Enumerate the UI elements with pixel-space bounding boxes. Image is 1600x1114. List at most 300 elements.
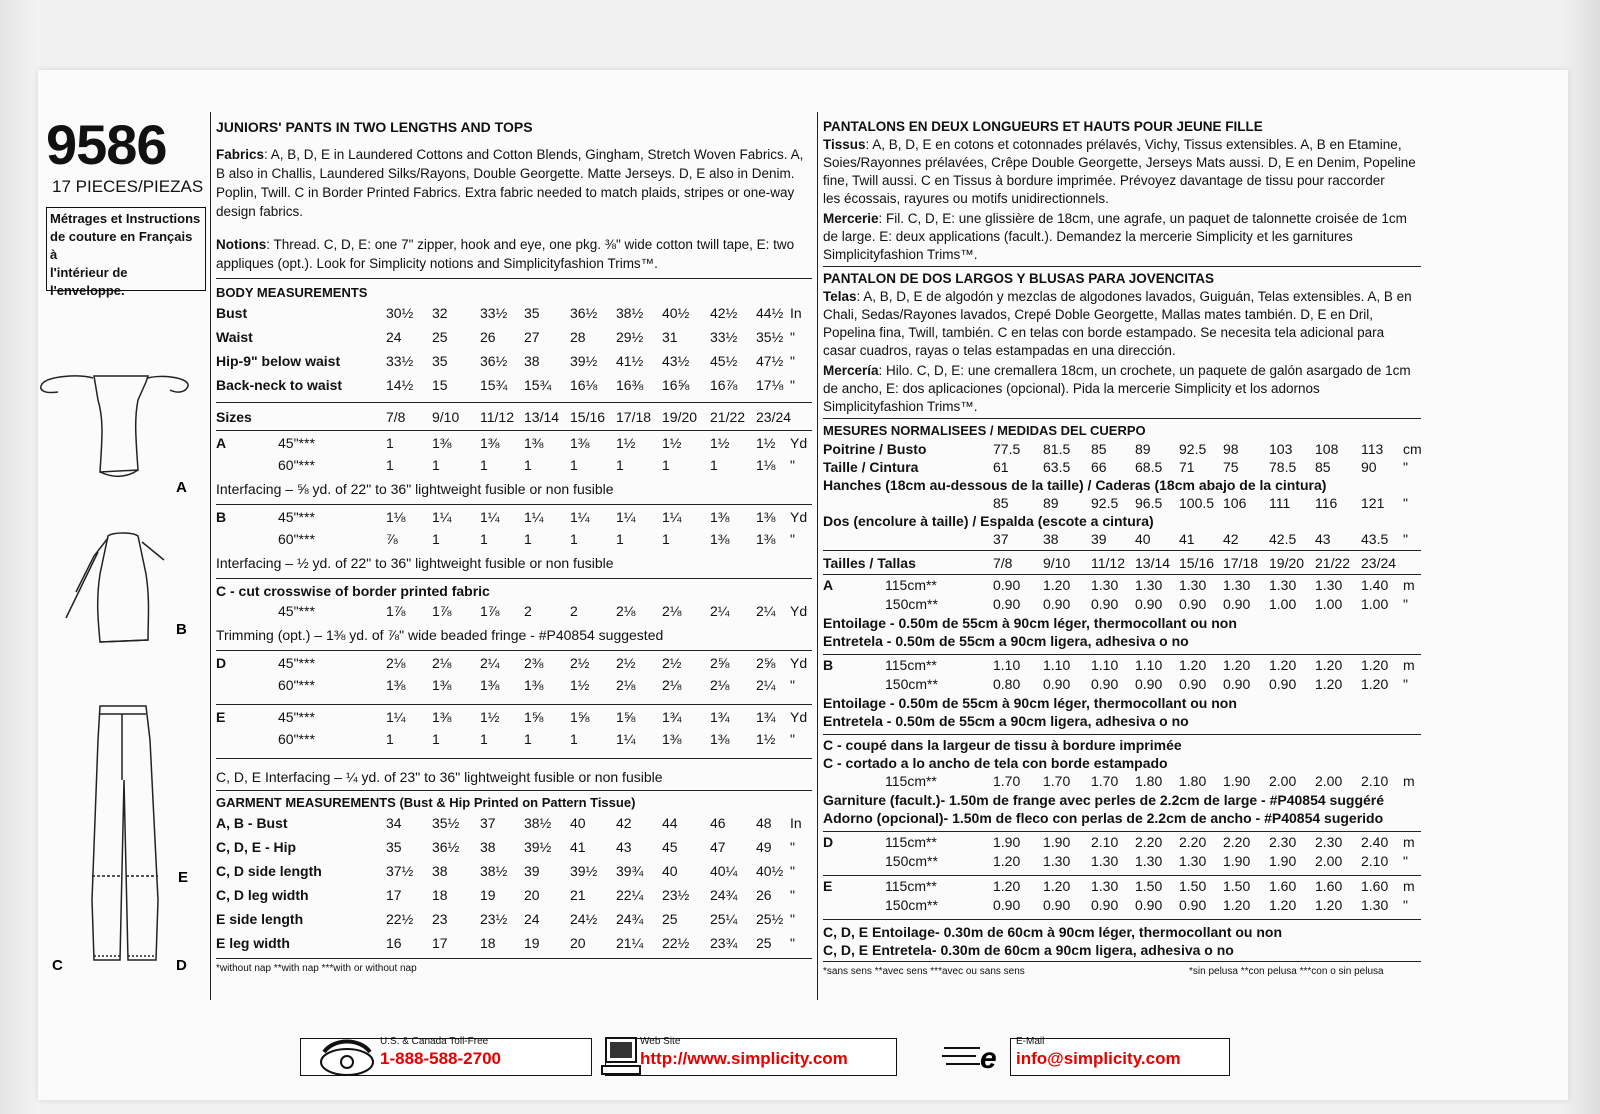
cell: 1¼ xyxy=(570,509,590,525)
cell: ⅞ xyxy=(386,531,398,547)
email-link[interactable]: info@simplicity.com xyxy=(1016,1049,1181,1068)
unit: " xyxy=(1403,676,1408,692)
cell: 1.50 xyxy=(1135,878,1163,894)
cell: 1.50 xyxy=(1179,878,1207,894)
fabric-width: 45"*** xyxy=(278,655,315,671)
unit: " xyxy=(790,531,795,547)
cell: 35 xyxy=(432,353,448,369)
telephone-icon xyxy=(316,1032,378,1080)
cell: 1⅝ xyxy=(570,709,590,725)
cell: 1⅜ xyxy=(570,435,590,451)
rule xyxy=(216,704,812,705)
fabrics-line xyxy=(216,165,812,183)
metric-header: MESURES NORMALISEES / MEDIDAS DEL CUERPO xyxy=(823,423,1146,438)
cell: 0.90 xyxy=(1223,596,1251,612)
spanish-title: PANTALON DE DOS LARGOS Y BLUSAS PARA JOVENCITAS xyxy=(823,271,1215,286)
fabrics-text: Poplin, Twill. C in Border Printed Fabrics. Extra fabric needed to match plaids, stripes or one-way xyxy=(216,185,795,200)
cell: 71 xyxy=(1179,459,1195,475)
rule xyxy=(216,504,812,505)
cell: 24 xyxy=(524,911,540,927)
cell: 35 xyxy=(386,839,402,855)
cell: 1 xyxy=(432,731,440,747)
unit: " xyxy=(790,353,795,369)
cell: 0.90 xyxy=(1091,897,1119,913)
cell: 98 xyxy=(1223,441,1239,457)
merceria-text: de ancho, E: dos aplicaciones (opcional). Pida la mercerie Simplicity et los adornos xyxy=(823,381,1320,396)
cell: 45 xyxy=(662,839,678,855)
cell: 1.30 xyxy=(1223,577,1251,593)
cell: 1⅝ xyxy=(616,709,636,725)
cell: 1.30 xyxy=(1091,577,1119,593)
cell: 22½ xyxy=(386,911,414,927)
cell: 1⅜ xyxy=(710,531,730,547)
mercerie-line xyxy=(823,246,1423,264)
unit: " xyxy=(1403,853,1408,869)
cell: 40 xyxy=(1135,531,1151,547)
fabrics-text: B also in Challis, Laundered Silks/Rayons, Double Georgette. Matte Jerseys. D, E also in Denim. xyxy=(216,166,795,181)
cell: 1⅜ xyxy=(480,435,500,451)
row-label: Sizes xyxy=(216,409,252,425)
cell: 16⅜ xyxy=(616,377,644,393)
cell: 68.5 xyxy=(1135,459,1163,475)
cell: 92.5 xyxy=(1179,441,1207,457)
metric-row-label: Poitrine / Busto xyxy=(823,441,927,457)
cell: 21¼ xyxy=(616,935,644,951)
mercerie-text: : Fil. C, D, E: une glissière de 18cm, une agrafe, un paquet de talonnette croisée de 1cm xyxy=(878,211,1407,226)
cell: 20 xyxy=(524,887,540,903)
cell: 46 xyxy=(710,815,726,831)
unit: " xyxy=(790,377,795,393)
cell: 23 xyxy=(432,911,448,927)
website-link[interactable]: http://www.simplicity.com xyxy=(640,1049,848,1068)
cell: 23½ xyxy=(662,887,690,903)
cell: 2¼ xyxy=(710,603,730,619)
unit: " xyxy=(790,457,795,473)
cell: 1.80 xyxy=(1179,773,1207,789)
cell: 0.90 xyxy=(1091,596,1119,612)
mercerie-text: Simplicityfashion Trims™. xyxy=(823,247,978,262)
section-note: Entoilage - 0.50m de 55cm à 90cm léger, thermocollant ou non xyxy=(823,695,1237,711)
cell: 44 xyxy=(662,815,678,831)
footnote: *without nap **with nap ***with or without nap xyxy=(216,963,417,974)
fabrics-line xyxy=(216,203,812,221)
cell: 0.90 xyxy=(1135,676,1163,692)
cell: 31 xyxy=(662,329,678,345)
c-section-head: C - cortado a lo ancho de tela con borde estampado xyxy=(823,755,1168,771)
cell: 1 xyxy=(386,731,394,747)
unit: Yd xyxy=(790,509,808,525)
fabrics-line xyxy=(216,146,812,164)
rule xyxy=(823,418,1421,419)
cell: 1½ xyxy=(570,677,590,693)
cell: 13/14 xyxy=(524,409,560,425)
view-a-label: A xyxy=(176,479,187,496)
cell: 0.90 xyxy=(993,897,1021,913)
unit: " xyxy=(1403,596,1408,612)
cell: 24¾ xyxy=(616,911,644,927)
unit: " xyxy=(1403,495,1408,511)
unit: m xyxy=(1403,657,1415,673)
cell: 1¼ xyxy=(386,709,406,725)
cell: 38 xyxy=(432,863,448,879)
cell: 1.00 xyxy=(1315,596,1343,612)
cell: 1⅜ xyxy=(480,677,500,693)
cell: 40 xyxy=(570,815,586,831)
cell: 2⅛ xyxy=(662,603,682,619)
telas-label: Telas xyxy=(823,289,857,304)
cell: 15/16 xyxy=(570,409,606,425)
cell: 19 xyxy=(480,887,496,903)
cell: 19/20 xyxy=(1269,555,1305,571)
unit: m xyxy=(1403,773,1415,789)
hanches-label: Hanches (18cm au-dessous de la taille) / Caderas (18cm abajo de la cintura) xyxy=(823,477,1327,493)
unit: cm xyxy=(1403,441,1422,457)
cell: 2 xyxy=(524,603,532,619)
french-box-line: l'intérieur de xyxy=(50,265,128,280)
cell: 17⅛ xyxy=(756,377,784,393)
unit: In xyxy=(790,815,802,831)
unit: m xyxy=(1403,577,1415,593)
cell: 1⅝ xyxy=(524,709,544,725)
cell: 16⅝ xyxy=(662,377,690,393)
cell: 2.40 xyxy=(1361,834,1389,850)
c-section-note: Adorno (opcional)- 1.50m de fleco con perlas de 2.2cm de ancho - #P40854 sugerido xyxy=(823,810,1384,826)
mercerie-label: Mercerie xyxy=(823,211,879,226)
cell: 0.90 xyxy=(1091,676,1119,692)
cell: 43.5 xyxy=(1361,531,1389,547)
notions-text: appliques (opt.). Look for Simplicity notions and Simplicityfashion Trims™. xyxy=(216,256,658,271)
cell: 1⅜ xyxy=(432,709,452,725)
cell: 1.00 xyxy=(1269,596,1297,612)
telas-text: Chali, Sedas/Rayones lavados, Crepé Doble Georgette, Mallas mates también. D, E en Dril, xyxy=(823,307,1374,322)
cell: 1¾ xyxy=(756,709,776,725)
metric-row-label: Taille / Cintura xyxy=(823,459,919,475)
cell: 0.90 xyxy=(1043,676,1071,692)
cell: 1 xyxy=(570,731,578,747)
cell: 39 xyxy=(1091,531,1107,547)
cell: 1.40 xyxy=(1361,577,1389,593)
section-note: Interfacing – ½ yd. of 22" to 36" lightweight fusible or non fusible xyxy=(216,555,614,571)
cell: 2⅛ xyxy=(662,677,682,693)
cell: 1 xyxy=(480,731,488,747)
cell: 2.10 xyxy=(1361,773,1389,789)
cell: 15¾ xyxy=(480,377,508,393)
merceria-text: : Hilo. C, D, E: une cremallera 18cm, un crochete, un paquete de galón asargado de 1cm xyxy=(878,363,1411,378)
cell: 1 xyxy=(432,457,440,473)
fabric-width: 150cm** xyxy=(885,676,938,692)
cell: 1⅜ xyxy=(432,677,452,693)
cell: 23/24 xyxy=(1361,555,1397,571)
view-d-label: D xyxy=(176,957,187,974)
cell: 2.00 xyxy=(1269,773,1297,789)
cell: 37 xyxy=(480,815,496,831)
cell: 1.50 xyxy=(1223,878,1251,894)
cell: 1.20 xyxy=(1179,657,1207,673)
rule xyxy=(823,961,1421,962)
cell: 1.20 xyxy=(1223,657,1251,673)
french-box-line: Métrages et Instructions xyxy=(50,211,201,226)
fabric-width: 115cm** xyxy=(885,834,937,850)
website-label: Web Site xyxy=(640,1036,681,1047)
cell: 1.30 xyxy=(1179,577,1207,593)
rule xyxy=(823,919,1421,920)
fabric-width: 45"*** xyxy=(278,709,315,725)
cell: 38½ xyxy=(480,863,508,879)
rule xyxy=(216,790,812,791)
cell: 41 xyxy=(570,839,586,855)
cell: 113 xyxy=(1361,441,1384,457)
cell: 25 xyxy=(756,935,772,951)
telas-text: Popelina fina, Twill, también. C en telas con borde estampado. Se necesita tela adicional para xyxy=(823,325,1385,340)
cell: 39½ xyxy=(524,839,552,855)
section-view: B xyxy=(823,657,834,673)
cell: 0.90 xyxy=(1043,596,1071,612)
cell: 47½ xyxy=(756,353,784,369)
tissus-line xyxy=(823,190,1423,208)
dos-label: Dos (encolure à taille) / Espalda (escote a cintura) xyxy=(823,513,1154,529)
cell: 22¼ xyxy=(616,887,644,903)
cell: 36½ xyxy=(432,839,460,855)
cell: 35½ xyxy=(756,329,784,345)
technical-drawings xyxy=(38,360,208,990)
cell: 1.90 xyxy=(1269,853,1297,869)
cell: 1½ xyxy=(756,435,776,451)
cell: 2.30 xyxy=(1315,834,1343,850)
unit: " xyxy=(790,329,795,345)
cell: 2.30 xyxy=(1269,834,1297,850)
section-note: Entretela - 0.50m de 55cm a 90cm ligera, adhesiva o no xyxy=(823,713,1189,729)
fabrics-text: : A, B, D, E in Laundered Cottons and Cotton Blends, Gingham, Stretch Woven Fabrics. A, xyxy=(264,147,804,162)
footnote-fr: *sans sens **avec sens ***avec ou sans sens xyxy=(823,966,1025,977)
cell: 1½ xyxy=(710,435,730,451)
cell: 89 xyxy=(1135,441,1151,457)
view-c-label: C xyxy=(52,957,63,974)
cell: 13/14 xyxy=(1135,555,1171,571)
fabric-width: 60"*** xyxy=(278,731,315,747)
cell: 42½ xyxy=(710,305,738,321)
computer-icon xyxy=(600,1032,644,1080)
cell: 1¾ xyxy=(662,709,682,725)
cell: 1.20 xyxy=(1315,897,1343,913)
cell: 77.5 xyxy=(993,441,1021,457)
merceria-text: Simplicityfashion Trims™. xyxy=(823,399,978,414)
cell: 24 xyxy=(386,329,402,345)
tissus-line xyxy=(823,172,1423,190)
section-view: A xyxy=(216,435,227,451)
cell: 1½ xyxy=(756,731,776,747)
unit: " xyxy=(1403,459,1408,475)
cell: 9/10 xyxy=(1043,555,1071,571)
rule xyxy=(216,578,812,579)
unit: " xyxy=(790,731,795,747)
cde-note: C, D, E Entretela- 0.30m de 60cm a 90cm ligera, adhesiva o no xyxy=(823,942,1234,958)
cell: 14½ xyxy=(386,377,414,393)
cell: 1⅛ xyxy=(756,457,776,473)
cell: 30½ xyxy=(386,305,414,321)
body-measurements-header: BODY MEASUREMENTS xyxy=(216,285,368,300)
cell: 106 xyxy=(1223,495,1247,511)
fabric-width: 150cm** xyxy=(885,596,938,612)
cell: 111 xyxy=(1269,495,1291,511)
pieces-count: 17 PIECES/PIEZAS xyxy=(52,177,204,196)
cell: 1.90 xyxy=(1043,834,1071,850)
cell: 36½ xyxy=(570,305,598,321)
cell: 1.20 xyxy=(1223,897,1251,913)
cell: 40¼ xyxy=(710,863,738,879)
cell: 45½ xyxy=(710,353,738,369)
cell: 32 xyxy=(432,305,448,321)
cell: 0.90 xyxy=(1179,596,1207,612)
section-note: Entretela - 0.50m de 55cm a 90cm ligera, adhesiva o no xyxy=(823,633,1189,649)
cell: 17 xyxy=(432,935,448,951)
section-view: D xyxy=(216,655,227,671)
cell: 96.5 xyxy=(1135,495,1163,511)
section-note: Trimming (opt.) – 1⅜ yd. of ⅞" wide beaded fringe - #P40854 suggested xyxy=(216,627,664,643)
rule xyxy=(823,654,1421,655)
cell: 39 xyxy=(524,863,540,879)
cell: 1½ xyxy=(480,709,500,725)
cell: 21 xyxy=(570,887,586,903)
english-column xyxy=(216,118,812,1018)
cell: 1 xyxy=(386,457,394,473)
telas-line xyxy=(823,306,1423,324)
cell: 1⅞ xyxy=(386,603,406,619)
cell: 108 xyxy=(1315,441,1339,457)
cell: 20 xyxy=(570,935,586,951)
cell: 0.90 xyxy=(1269,676,1297,692)
cell: 29½ xyxy=(616,329,644,345)
cell: 2⅝ xyxy=(710,655,730,671)
cell: 39½ xyxy=(570,863,598,879)
cell: 1⅜ xyxy=(710,509,730,525)
row-label: Back-neck to waist xyxy=(216,377,343,393)
cell: 25 xyxy=(662,911,678,927)
cell: 2⅛ xyxy=(616,677,636,693)
cell: 35 xyxy=(524,305,540,321)
cell: 1.30 xyxy=(1091,878,1119,894)
cell: 1.20 xyxy=(1315,676,1343,692)
fabric-width: 115cm** xyxy=(885,878,937,894)
phone-number[interactable]: 1-888-588-2700 xyxy=(380,1049,501,1068)
cell: 1.60 xyxy=(1315,878,1343,894)
cell: 1¼ xyxy=(524,509,544,525)
cell: 2⅛ xyxy=(710,677,730,693)
cell: 21/22 xyxy=(710,409,746,425)
cell: 2.20 xyxy=(1135,834,1163,850)
row-label: A, B - Bust xyxy=(216,815,288,831)
cell: 33½ xyxy=(480,305,508,321)
section-head: C - cut crosswise of border printed fabric xyxy=(216,583,490,599)
cell: 1⅜ xyxy=(710,731,730,747)
cell: 103 xyxy=(1269,441,1293,457)
cell: 1.30 xyxy=(1315,577,1343,593)
fabrics-line xyxy=(216,184,812,202)
cell: 89 xyxy=(1043,495,1059,511)
cell: 1.30 xyxy=(1179,853,1207,869)
cell: 2⅛ xyxy=(616,603,636,619)
fabric-width: 60"*** xyxy=(278,531,315,547)
telas-text: casar cuadros, rayas o telas estampadas en una dirección. xyxy=(823,343,1176,358)
view-a-drawing xyxy=(41,376,188,476)
tissus-line xyxy=(823,136,1423,154)
unit: m xyxy=(1403,834,1415,850)
row-label: Hip-9" below waist xyxy=(216,353,341,369)
cell: 92.5 xyxy=(1091,495,1119,511)
cell: 25¼ xyxy=(710,911,738,927)
cell: 23/24 xyxy=(756,409,792,425)
merceria-line xyxy=(823,380,1423,398)
unit: " xyxy=(1403,897,1408,913)
cell: 1.20 xyxy=(1269,657,1297,673)
cell: 0.90 xyxy=(1179,897,1207,913)
cell: 43 xyxy=(1315,531,1331,547)
cell: 1.20 xyxy=(993,878,1021,894)
phone-label: U.S. & Canada Toll-Free xyxy=(380,1036,489,1047)
cell: 1.30 xyxy=(1361,897,1389,913)
cell: 15¾ xyxy=(524,377,552,393)
cell: 18 xyxy=(480,935,496,951)
cell: 38 xyxy=(524,353,540,369)
french-title: PANTALONS EN DEUX LONGUEURS ET HAUTS POUR JEUNE FILLE xyxy=(823,119,1263,134)
unit: " xyxy=(790,677,795,693)
cell: 1¼ xyxy=(432,509,452,525)
rule xyxy=(216,958,812,959)
cell: 41½ xyxy=(616,353,644,369)
cell: 15/16 xyxy=(1179,555,1215,571)
cell: 1⅜ xyxy=(386,677,406,693)
rule xyxy=(216,758,812,759)
cell: 0.80 xyxy=(993,676,1021,692)
cell: 1 xyxy=(524,457,532,473)
cell: 7/8 xyxy=(993,555,1013,571)
cell: 1.20 xyxy=(1361,676,1389,692)
cell: 1¼ xyxy=(662,509,682,525)
cell: 1¾ xyxy=(710,709,730,725)
unit: Yd xyxy=(790,435,808,451)
cell: 19/20 xyxy=(662,409,698,425)
rule xyxy=(216,430,812,431)
cell: 0.90 xyxy=(1223,676,1251,692)
french-instructions-box xyxy=(46,207,206,298)
cell: 37½ xyxy=(386,863,414,879)
tissus-text: fine, Twill aussi. C en Tissus à bordure imprimée. Prévoyez davantage de tissu pour raccorder xyxy=(823,173,1385,188)
metric-sizes-label: Tailles / Tallas xyxy=(823,555,916,571)
cell: 2.20 xyxy=(1179,834,1207,850)
fabric-width: 60"*** xyxy=(278,677,315,693)
cell: 24¾ xyxy=(710,887,738,903)
cell: 1⅜ xyxy=(756,509,776,525)
cell: 1 xyxy=(480,531,488,547)
cell: 1.30 xyxy=(1043,853,1071,869)
rule xyxy=(823,831,1421,832)
fabric-width: 115cm** xyxy=(885,577,937,593)
cell: 100.5 xyxy=(1179,495,1215,511)
cell: 2.00 xyxy=(1315,853,1343,869)
telas-line xyxy=(823,288,1423,306)
cell: 35½ xyxy=(432,815,460,831)
cell: 15 xyxy=(432,377,448,393)
tissus-text: les écossais, rayures ou motifs unidirectionnels. xyxy=(823,191,1109,206)
cell: 1 xyxy=(710,457,718,473)
merceria-line xyxy=(823,362,1423,380)
cell: 75 xyxy=(1223,459,1239,475)
cell: 63.5 xyxy=(1043,459,1071,475)
cell: 1 xyxy=(616,457,624,473)
cell: 2.20 xyxy=(1223,834,1251,850)
cell: 2⅛ xyxy=(386,655,406,671)
cell: 1¼ xyxy=(616,731,636,747)
rule xyxy=(823,875,1421,876)
